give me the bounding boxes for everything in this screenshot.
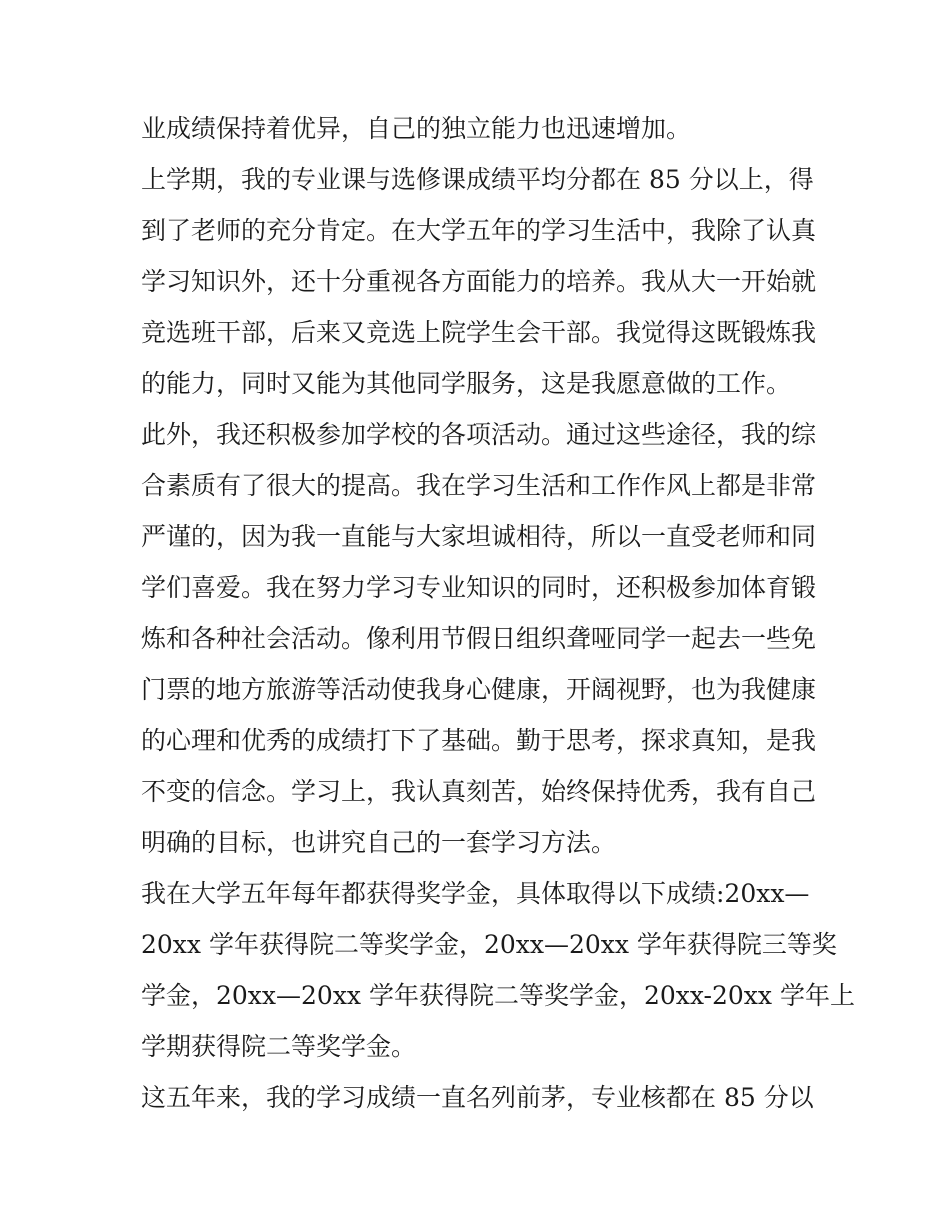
text-line-5: 竞选班干部，后来又竞选上院学生会干部。我觉得这既锻炼我: [141, 318, 817, 347]
text-line-2: 上学期，我的专业课与选修课成绩平均分都在 85 分以上，得: [141, 165, 814, 194]
text-line-1: 业成绩保持着优异，自己的独立能力也迅速增加。: [141, 114, 692, 143]
text-line-15: 明确的目标，也讲究自己的一套学习方法。: [141, 828, 617, 857]
text-line-10: 学们喜爱。我在努力学习专业知识的同时，还积极参加体育锻: [141, 573, 817, 602]
text-line-9: 严谨的，因为我一直能与大家坦诚相待，所以一直受老师和同: [141, 522, 817, 551]
text-line-6: 的能力，同时又能为其他同学服务，这是我愿意做的工作。: [141, 369, 792, 398]
text-line-20: 这五年来，我的学习成绩一直名列前茅，专业核都在 85 分以: [141, 1083, 814, 1112]
text-line-12: 门票的地方旅游等活动使我身心健康，开阔视野，也为我健康: [141, 675, 817, 704]
text-line-3: 到了老师的充分肯定。在大学五年的学习生活中，我除了认真: [141, 216, 817, 245]
text-line-19: 学期获得院二等奖学金。: [141, 1032, 417, 1061]
text-line-14: 不变的信念。学习上，我认真刻苦，始终保持优秀，我有自己: [141, 777, 817, 806]
text-line-18: 学金，20xx—20xx 学年获得院二等奖学金，20xx-20xx 学年上: [141, 981, 855, 1010]
text-line-11: 炼和各种社会活动。像利用节假日组织聋哑同学一起去一些免: [141, 624, 817, 653]
text-line-16: 我在大学五年每年都获得奖学金，具体取得以下成绩:20xx—: [141, 879, 810, 908]
text-line-13: 的心理和优秀的成绩打下了基础。勤于思考，探求真知，是我: [141, 726, 817, 755]
text-line-17: 20xx 学年获得院二等奖学金，20xx—20xx 学年获得院三等奖: [141, 930, 837, 959]
text-line-7: 此外，我还积极参加学校的各项活动。通过这些途径，我的综: [141, 420, 817, 449]
text-line-8: 合素质有了很大的提高。我在学习生活和工作作风上都是非常: [141, 471, 817, 500]
text-line-4: 学习知识外，还十分重视各方面能力的培养。我从大一开始就: [141, 267, 817, 296]
